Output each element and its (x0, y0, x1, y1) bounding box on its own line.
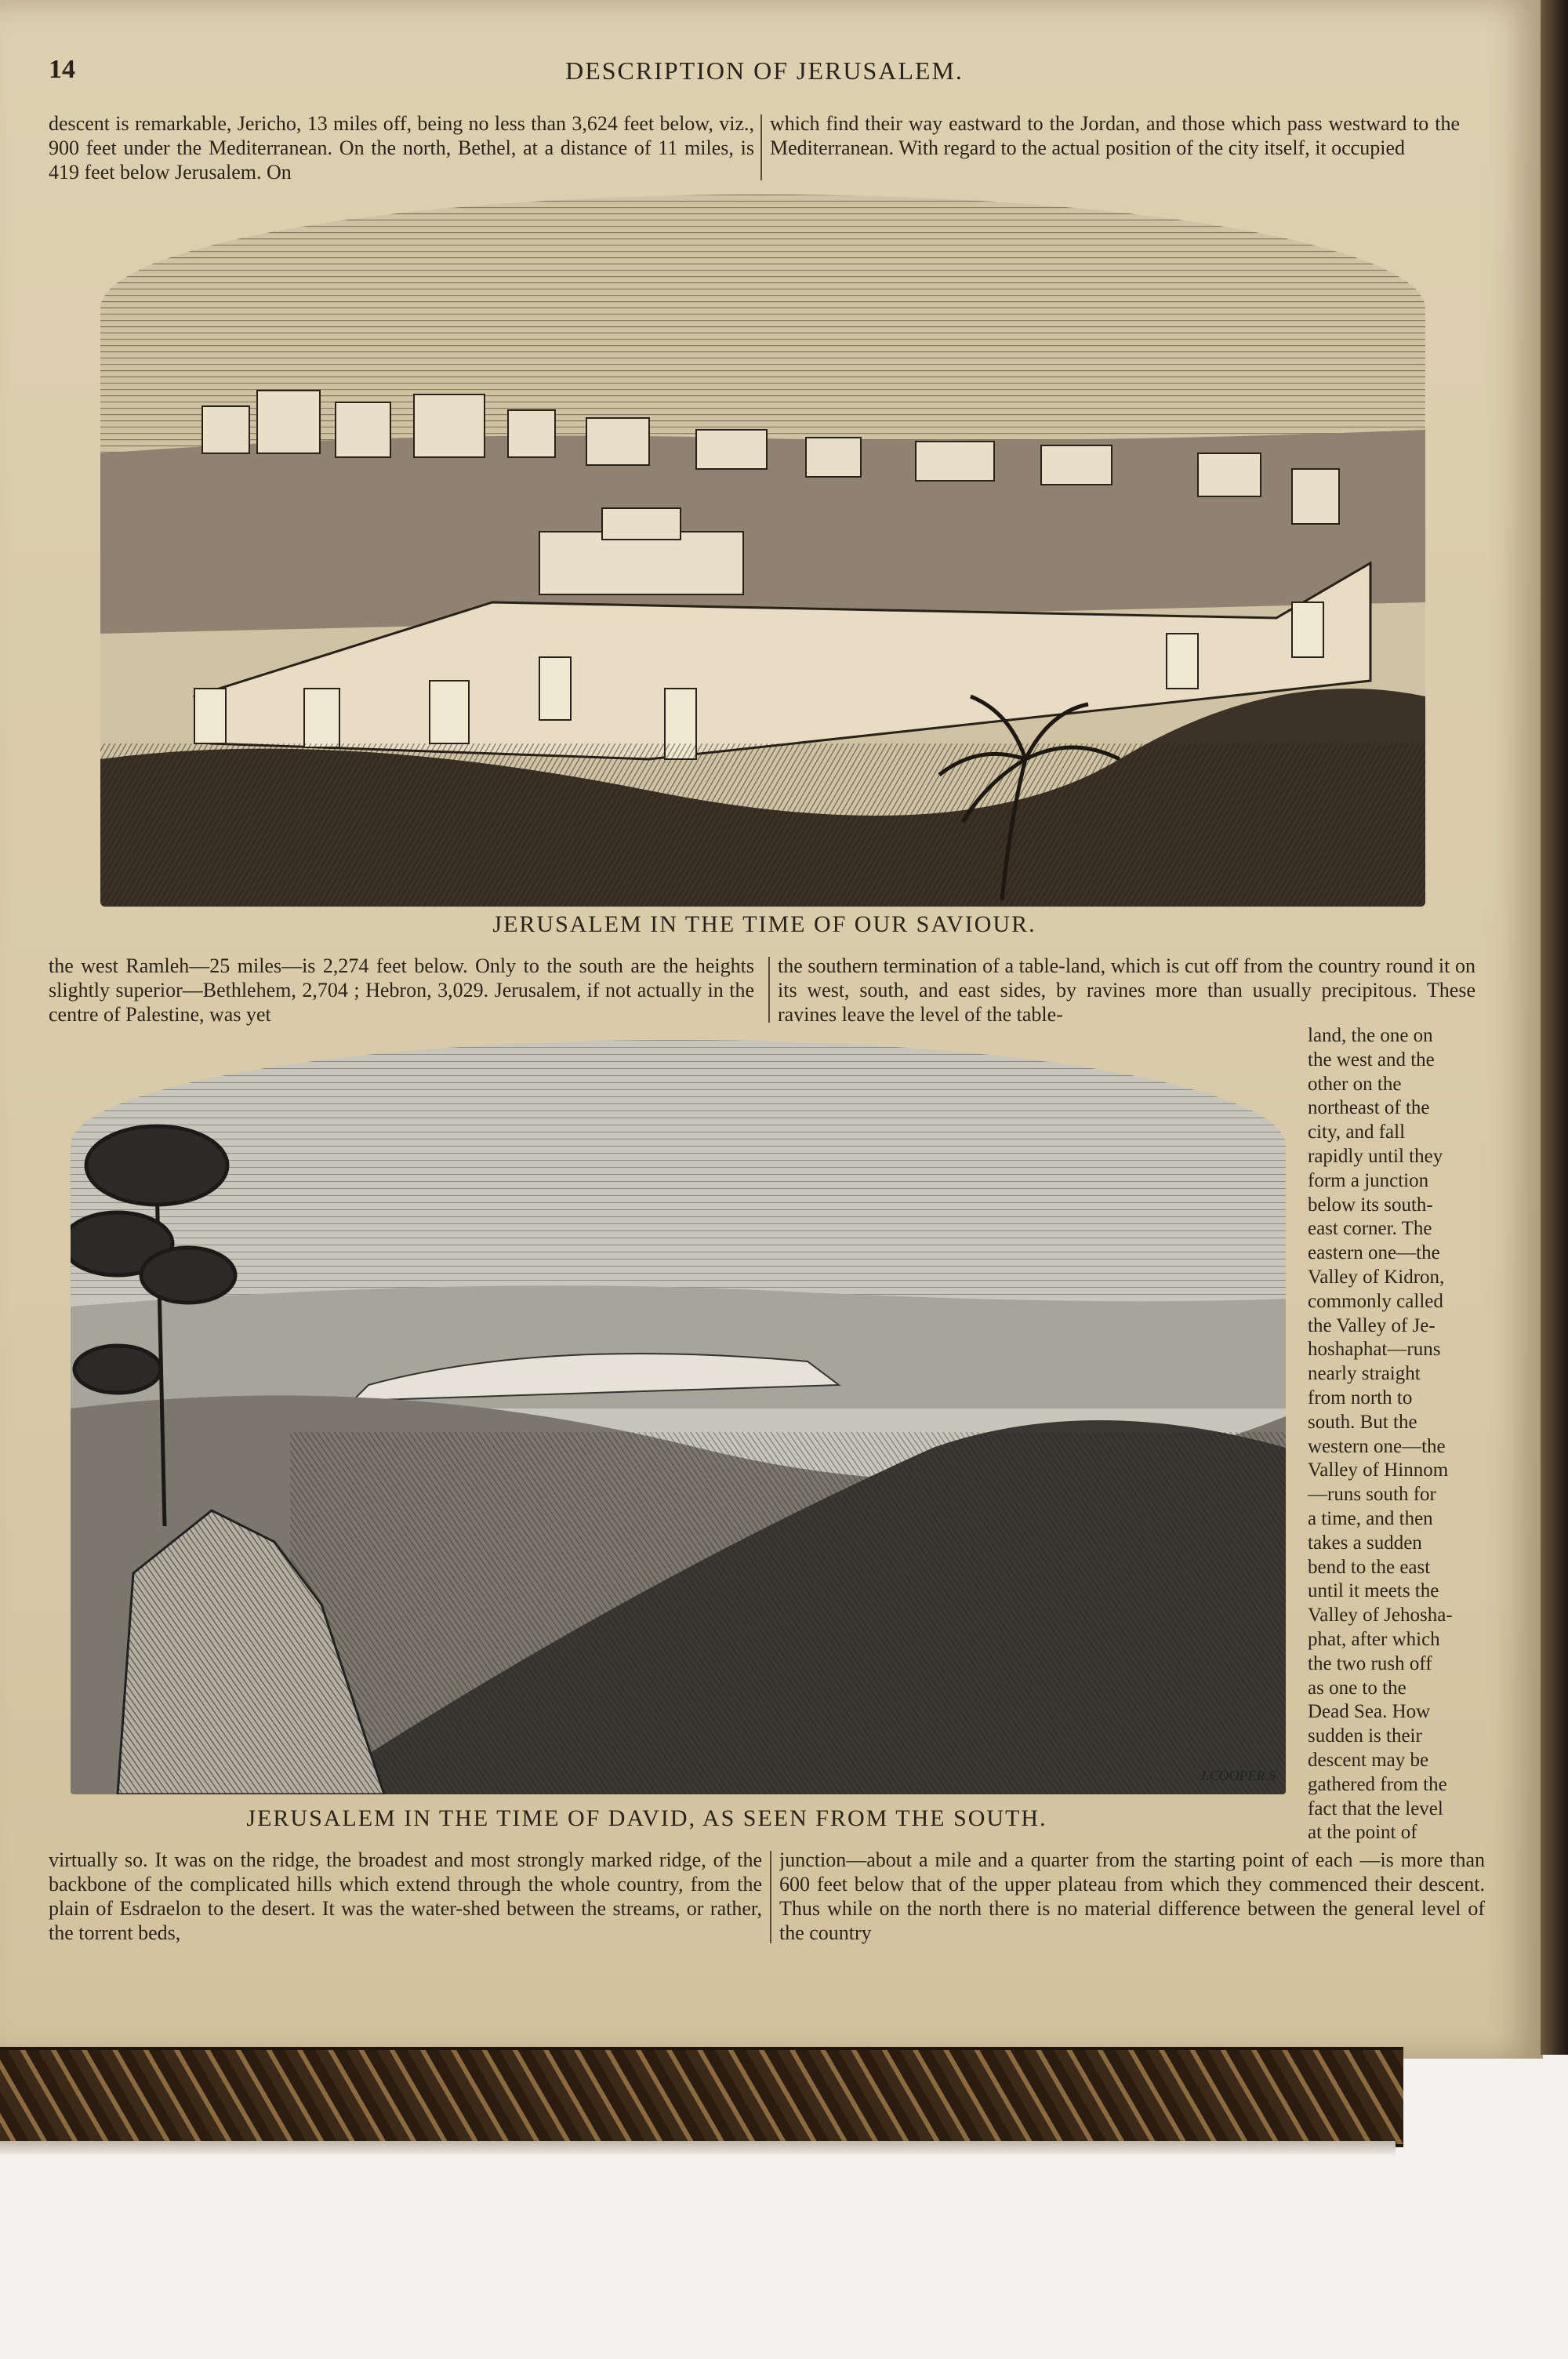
side-text-line: the Valley of Je- (1308, 1314, 1436, 1336)
side-text-line: at the point of (1308, 1822, 1417, 1844)
side-text-line: phat, after which (1308, 1628, 1440, 1650)
engraving-jerusalem-david-art (71, 1040, 1286, 1794)
running-head: DESCRIPTION OF JERUSALEM. (565, 56, 964, 85)
side-text-line: northeast of the (1308, 1097, 1430, 1119)
side-text-line: rapidly until they (1308, 1145, 1443, 1167)
top-text-left: descent is remarkable, Jericho, 13 miles off, being no less than 3,624 feet below, viz., 900 feet under the Mediterranean. On the north, Bethel, at a distance of 11 miles, is 419 feet below Jerusalem. On (49, 112, 754, 184)
side-text-line: gathered from the (1308, 1773, 1447, 1795)
top-text-right: which find their way eastward to the Jordan, and those which pass westward to the Mediterranean. With regard to the actual position of the city itself, it occupied (770, 112, 1460, 159)
side-text-line: other on the (1308, 1073, 1402, 1095)
side-text-line: the two rush off (1308, 1652, 1432, 1674)
side-text-line: from north to (1308, 1387, 1413, 1408)
side-text-line: western one—the (1308, 1435, 1446, 1457)
column-rule (760, 114, 762, 180)
figure1-caption: JERUSALEM IN THE TIME OF OUR SAVIOUR. (492, 911, 1036, 937)
side-text-line: Valley of Jehosha- (1308, 1605, 1453, 1627)
side-text-line: takes a sudden (1308, 1532, 1422, 1554)
engraving-jerusalem-saviour-art (100, 194, 1425, 907)
side-text-line: fact that the level (1308, 1797, 1443, 1819)
bottom-text-right: junction—about a mile and a quarter from the starting point of each —is more than 600 feet below that of the upper plateau from which they commenced their descent. Thus while on the north there is no material difference between the general level of the country (779, 1848, 1485, 1944)
side-text-line: Valley of Hinnom (1308, 1459, 1449, 1481)
side-text-line: descent may be (1308, 1749, 1429, 1771)
side-text-line: hoshaphat—runs (1308, 1339, 1441, 1361)
figure2-caption: JERUSALEM IN THE TIME OF DAVID, AS SEEN FROM THE SOUTH. (246, 1805, 1047, 1831)
side-text-line: form a junction (1308, 1169, 1429, 1191)
column-rule (768, 957, 770, 1023)
side-text-line: below its south- (1308, 1194, 1433, 1216)
side-text-line: nearly straight (1308, 1363, 1421, 1385)
table-surface (0, 2141, 1396, 2157)
side-text-line: south. But the (1308, 1411, 1417, 1433)
side-text-line: bend to the east (1308, 1556, 1431, 1578)
side-text-line: the west and the (1308, 1049, 1435, 1070)
middle-text-right: the southern termination of a table-land, which is cut off from the country round it on its west, south, and east sides, by ravines more than usually precipitous. These ravines leave the level of the table- (778, 954, 1475, 1026)
page-number: 14 (49, 55, 75, 84)
engraving-jerusalem-saviour (100, 194, 1425, 907)
book-cover-edge (0, 2047, 1403, 2147)
side-text-line: until it meets the (1308, 1580, 1439, 1602)
engraving-jerusalem-david (71, 1040, 1286, 1794)
column-rule (770, 1851, 771, 1943)
engraver-signature: J.COOPER.S (1200, 1768, 1276, 1783)
side-text-line: as one to the (1308, 1677, 1406, 1699)
side-text-column (1308, 1024, 1480, 1845)
side-text-line: Dead Sea. How (1308, 1701, 1431, 1723)
middle-text-left: the west Ramleh—25 miles—is 2,274 feet below. Only to the south are the heights slightly superior—Bethlehem, 2,704 ; Hebron, 3,029. Jerusalem, if not actually in the centre of Palestine, was yet (49, 954, 754, 1026)
side-text-line: city, and fall (1308, 1121, 1406, 1143)
side-text-line: Valley of Kidron, (1308, 1266, 1445, 1288)
side-text-line: eastern one—the (1308, 1242, 1440, 1264)
side-text-line: a time, and then (1308, 1507, 1433, 1529)
side-text-line: east corner. The (1308, 1218, 1432, 1240)
bottom-text-left: virtually so. It was on the ridge, the broadest and most strongly marked ridge, of the backbone of the complicated hills which extend through the whole country, from the plain of Esdraelon to the desert. It was the water-shed between the streams, or rather, the torrent beds, (49, 1848, 762, 1944)
side-text-line: —runs south for (1308, 1484, 1436, 1506)
side-text-line: commonly called (1308, 1290, 1443, 1312)
book-spine (1541, 0, 1568, 2055)
side-text-line: land, the one on (1308, 1025, 1433, 1046)
side-text-line: sudden is their (1308, 1725, 1422, 1747)
